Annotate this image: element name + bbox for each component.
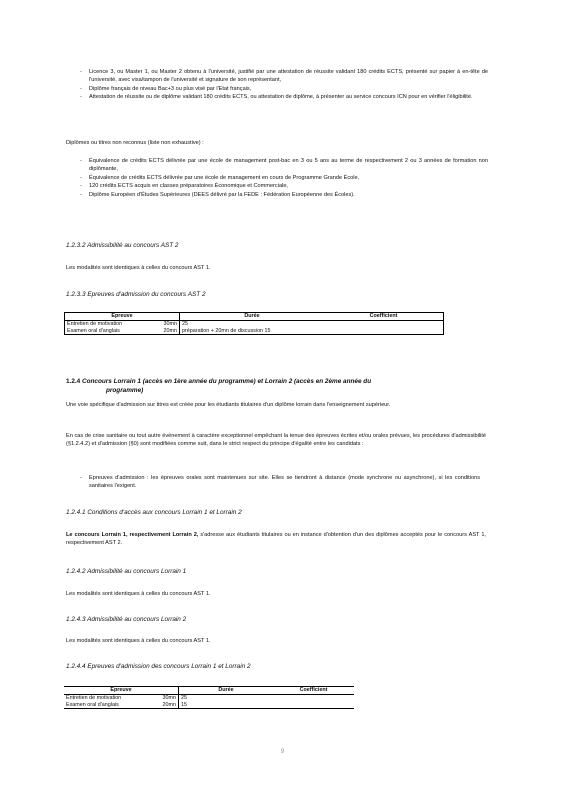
list-item: - Diplôme Européen d'Études Supérieures (DEES délivré par la FEDE : Fédération Européenne des Écoles).: [80, 191, 488, 199]
table-cell: Examen oral d'anglais 20mn: [64, 702, 179, 709]
section-text-124-intro: Une voie spécifique d'admission sur titres est créée pour les étudiants titulaires d'un diplôme lorrain dans l'enseignement supérieur.: [66, 402, 391, 408]
table-header: Coefficient: [273, 687, 354, 695]
section-text-1241: Le concours Lorrain 1, respectivement Lorrain 2, s'adresse aux étudiants titulaires ou en instance d'obtention d'un des diplômes acceptés pour le concours AST 1, respectivement AST 2.: [66, 532, 486, 547]
list-item: - Epreuves d'admission : les épreuves orales sont maintenues sur site. Elles se tiendront à distance (mode synchrone ou asynchrone), si les conditions sanitaires l'exigent.: [80, 474, 480, 491]
section-heading-124: 1.2.4 Concours Lorrain 1 (accès en 1ère année du programme) et Lorrain 2 (accès en 2ème année du programme): [66, 378, 372, 394]
section-heading-1242: 1.2.4.2 Admissibilité au concours Lorrain 1: [66, 568, 187, 575]
crisis-measures-list: [80, 474, 480, 491]
table-header: Durée: [180, 313, 325, 321]
table-cell: 15: [181, 701, 187, 708]
section-heading-1233: 1.2.3.3 Epreuves d'admission du concours AST 2: [66, 291, 206, 298]
not-recognized-list: [80, 157, 488, 199]
table-row: [65, 320, 444, 327]
diplomas-not-recognized-intro: Diplômes ou titres non reconnus (liste non exhaustive) :: [66, 140, 204, 146]
admission-table-lorrain: [64, 686, 354, 709]
list-item: - Licence 3, ou Master 1, ou Master 2 obtenu à l'université, justifié par une attestation de réussite validant 180 crédits ECTS, présenté sur papier à en-tête de l'université, avec visa/tampon de l'université et signature de son représentant,: [80, 68, 488, 85]
section-heading-1244: 1.2.4.4 Epreuves d'admission des concours Lorrain 1 et Lorrain 2: [66, 663, 251, 670]
section-heading-1243: 1.2.4.3 Admissibilité au concours Lorrain 2: [66, 616, 187, 623]
table-cell: Entretien de motivation 30mn: [65, 320, 180, 327]
accepted-diplomas-list: [80, 68, 488, 102]
list-item: - Attestation de réussite ou de diplôme validant 180 crédits ECTS, ou attestation de diplôme, à présenter au service concours ICN pour en vérifier l'éligibilité.: [80, 93, 488, 101]
table-row: [64, 694, 354, 701]
table-header: Coefficient: [324, 313, 444, 321]
section-heading-1241: 1.2.4.1 Conditions d'accès aux concours Lorrain 1 et Lorrain 2: [66, 509, 242, 516]
list-item: - Équivalence de crédits ECTS délivrée par une école de management post-bac en 3 ou 5 ans au terme de respectivement 2 ou 3 années de formation non diplômante,: [80, 157, 488, 174]
list-item: - 120 crédits ECTS acquis en classes préparatoires Économique et Commerciale,: [80, 182, 488, 190]
list-item: - Équivalence de crédits ECTS délivrée par une école de management en cours de Programme Grande École,: [80, 174, 488, 182]
table-cell: Entretien de motivation 30mn: [64, 694, 179, 701]
admission-table-ast2: [64, 312, 444, 335]
table-row: [65, 328, 444, 335]
table-cell: 25: [181, 694, 187, 701]
table-header: Epreuve: [64, 687, 179, 695]
table-cell: Examen oral d'anglais 20mn: [65, 328, 180, 335]
table-cell: 25: [182, 320, 188, 327]
table-row: [64, 702, 354, 709]
section-text-1243: Les modalités sont identiques à celles du concours AST 1.: [66, 638, 211, 644]
page-number: 9: [280, 748, 285, 755]
table-header: Epreuve: [65, 313, 180, 321]
section-text-1242: Les modalités sont identiques à celles du concours AST 1.: [66, 591, 211, 597]
section-heading-1232: 1.2.3.2 Admissibilité au concours AST 2: [66, 242, 179, 249]
section-text-1232: Les modalités sont identiques à celles du concours AST 1.: [66, 265, 211, 271]
list-item: - Diplôme français de niveau Bac+3 ou plus visé par l'Etat français,: [80, 85, 488, 93]
table-cell: préparation + 20mn de discussion 15: [182, 327, 271, 334]
table-header: Durée: [179, 687, 274, 695]
section-text-124-crisis: En cas de crise sanitaire ou tout autre événement à caractère exceptionnel empêchant la tenue des épreuves écrites et/ou orales prévues, les procédures d'admissibilité (§1.2.4.2) et d'admission (§0) sont modifiées comme suit, dans le strict respect du principe d'égalité entre les candidats :: [66, 433, 486, 448]
